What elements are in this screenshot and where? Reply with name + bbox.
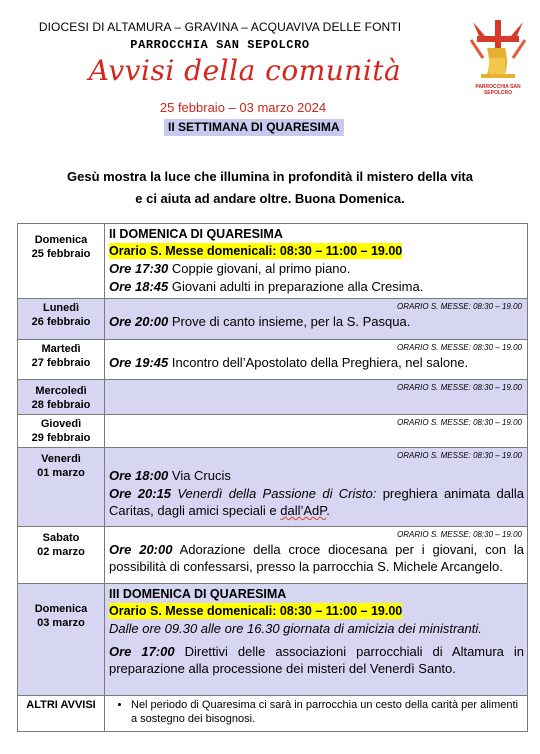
mass-times-highlight: Orario S. Messe domenicali: 08:30 – 11:00 – 19.00 — [109, 604, 403, 618]
week-badge: II SETTIMANA DI QUARESIMA — [164, 119, 344, 136]
day-date: 28 febbraio — [31, 399, 91, 411]
events-cell — [105, 340, 528, 380]
day-name: Lunedì — [42, 302, 80, 314]
event-text: Prove di canto insieme, per la S. Pasqua. — [168, 314, 411, 329]
parrocchia-line: PARROCCHIA SAN SEPOLCRO — [130, 38, 310, 52]
document-header — [0, 0, 540, 140]
event-time: Ore 20:15 — [109, 486, 171, 501]
day-cell — [18, 380, 105, 415]
day-name: Venerdì — [41, 453, 81, 465]
altri-avvisi-cell — [105, 696, 528, 732]
event-text: Via Crucis — [168, 468, 231, 483]
event-entry — [109, 643, 524, 677]
event-entry — [109, 467, 524, 484]
events-cell — [105, 380, 528, 415]
event-entry — [109, 278, 524, 295]
event-text: Incontro dell’Apostolato della Preghiera, nel salone. — [168, 355, 469, 370]
event-entry — [109, 485, 524, 519]
event-text: Coppie giovani, al primo piano. — [168, 261, 351, 276]
event-time: Ore 17:00 — [109, 644, 175, 659]
intro-line-1: Gesù mostra la luce che illumina in profondità il mistero della vita — [67, 169, 473, 184]
schedule-row-domenica-03 — [18, 584, 528, 696]
day-cell — [18, 224, 105, 299]
event-text: Direttivi delle associazioni parrocchiali di Altamura in preparazione alla processione dei misteri del Venerdì Santo. — [109, 644, 524, 676]
logo-caption: PARROCCHIA SAN SEPOLCRO — [475, 84, 521, 96]
event-time: Ore 17:30 — [109, 261, 169, 276]
page-title: Avvisi della comunità — [88, 54, 402, 87]
day-cell — [18, 299, 105, 340]
day-name: Mercoledì — [35, 385, 87, 397]
date-range: 25 febbraio – 03 marzo 2024 — [159, 100, 327, 115]
event-time: Ore 19:45 — [109, 355, 169, 370]
event-abbrev: dall’AdP — [280, 503, 327, 518]
diocesi-line: DIOCESI DI ALTAMURA – GRAVINA – ACQUAVIVA DELLE FONTI — [38, 20, 402, 34]
altri-avvisi-label: ALTRI AVVISI — [18, 696, 105, 732]
day-date: 03 marzo — [37, 617, 85, 629]
mass-times-small: ORARIO S. MESSE: 08:30 – 19.00 — [397, 530, 522, 539]
list-item: • Nel periodo di Quaresima ci sarà in parrocchia un cesto della carità per alimenti a sostegno dei bisognosi. — [131, 698, 524, 726]
day-name: Martedì — [41, 343, 81, 355]
day-name: Giovedì — [40, 418, 82, 430]
day-date: 01 marzo — [37, 467, 85, 479]
mass-times-highlight: Orario S. Messe domenicali: 08:30 – 11:00 – 19.00 — [109, 244, 403, 258]
altri-avvisi-list — [109, 698, 524, 726]
event-entry: Dalle ore 09.30 alle ore 16.30 giornata di amicizia dei ministranti. — [109, 621, 482, 636]
weekly-schedule-table — [17, 223, 528, 732]
day-cell — [18, 584, 105, 696]
event-text: preghiera animata dalla Caritas, dagli amici speciali e — [109, 486, 525, 518]
events-cell — [105, 584, 528, 696]
schedule-row-sabato-02 — [18, 527, 528, 584]
day-date: 25 febbraio — [31, 248, 91, 260]
events-cell — [105, 299, 528, 340]
schedule-row-mercoledi-28 — [18, 380, 528, 415]
sunday-title: II DOMENICA DI QUARESIMA — [109, 227, 283, 241]
mass-times-small: ORARIO S. MESSE: 08:30 – 19.00 — [397, 343, 522, 352]
day-date: 27 febbraio — [31, 357, 91, 369]
event-time: Ore 20:00 — [109, 542, 173, 557]
mass-times-small: ORARIO S. MESSE: 08:30 – 19.00 — [397, 302, 522, 311]
day-cell — [18, 448, 105, 527]
event-entry — [109, 354, 524, 371]
event-entry — [109, 541, 524, 575]
day-name: Domenica — [34, 603, 88, 615]
event-time: Ore 18:45 — [109, 279, 169, 294]
day-cell — [18, 340, 105, 380]
day-cell — [18, 415, 105, 448]
sunday-title: III DOMENICA DI QUARESIMA — [109, 587, 287, 601]
events-cell — [105, 415, 528, 448]
schedule-row-martedi-27 — [18, 340, 528, 380]
schedule-row-venerdi-01 — [18, 448, 528, 527]
event-punct: . — [326, 503, 330, 518]
day-date: 02 marzo — [37, 546, 85, 558]
event-time: Ore 18:00 — [109, 468, 169, 483]
day-name: Sabato — [42, 532, 80, 544]
event-entry — [109, 313, 524, 330]
event-text: Adorazione della croce diocesana per i giovani, con la possibilità di confessarsi, presso la parrocchia S. Michele Arcangelo. — [109, 542, 524, 574]
mass-times-small: ORARIO S. MESSE: 08:30 – 19.00 — [397, 418, 522, 427]
mass-times-small: ORARIO S. MESSE: 08:30 – 19.00 — [397, 383, 522, 392]
event-time: Ore 20:00 — [109, 314, 169, 329]
day-cell — [18, 527, 105, 584]
events-cell — [105, 448, 528, 527]
event-italic-text: Venerdì della Passione di Cristo: — [171, 486, 377, 501]
day-date: 26 febbraio — [31, 316, 91, 328]
day-name: Domenica — [34, 234, 88, 246]
day-date: 29 febbraio — [31, 432, 91, 444]
schedule-row-giovedi-29 — [18, 415, 528, 448]
event-entry — [109, 260, 524, 277]
mass-times-small: ORARIO S. MESSE: 08:30 – 19.00 — [397, 451, 522, 460]
event-text: Giovani adulti in preparazione alla Cresima. — [168, 279, 424, 294]
schedule-row-altri-avvisi — [18, 696, 528, 732]
events-cell — [105, 527, 528, 584]
schedule-row-lunedi-26 — [18, 299, 528, 340]
intro-message — [0, 166, 540, 210]
schedule-row-domenica-25 — [18, 224, 528, 299]
intro-line-2: e ci aiuta ad andare oltre. Buona Domenica. — [135, 191, 405, 206]
events-cell — [105, 224, 528, 299]
